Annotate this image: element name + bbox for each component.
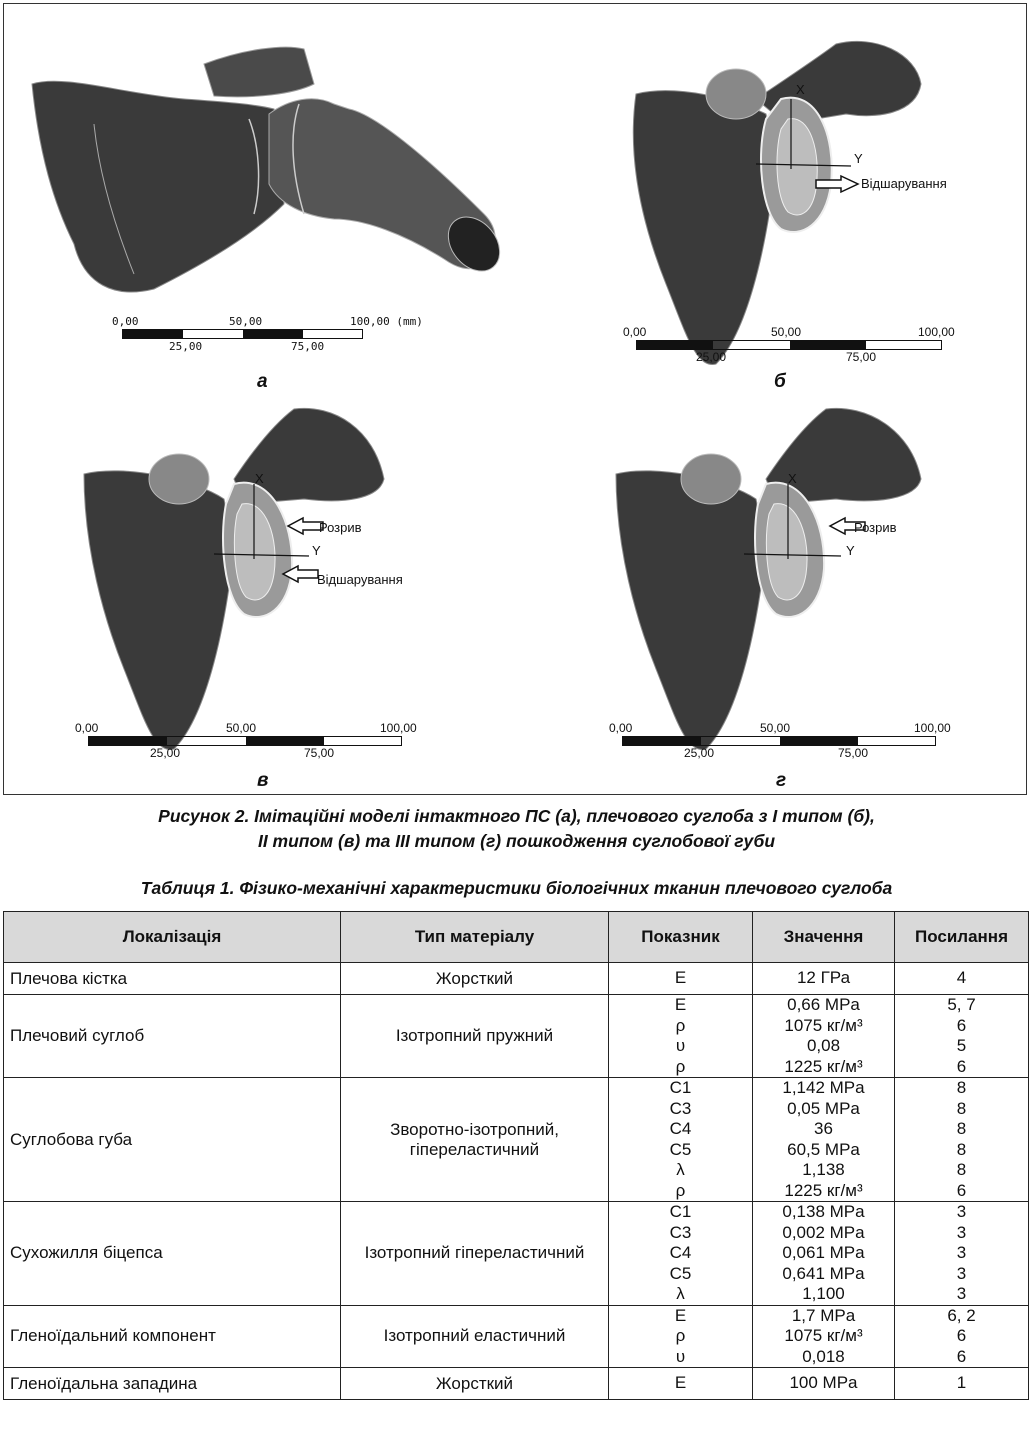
table-row xyxy=(4,1202,1029,1306)
param-cell xyxy=(609,1368,753,1400)
material-cell: Ізотропний гіпереластичний xyxy=(341,1202,609,1306)
param: ρ xyxy=(675,1056,686,1076)
ref: 8 xyxy=(956,1119,967,1138)
ref: 8 xyxy=(956,1078,967,1097)
value: 1075 кг/м³ xyxy=(784,1015,863,1035)
column-header: Показник xyxy=(609,912,753,963)
shoulder-model-intact-image xyxy=(4,4,516,399)
param-cell xyxy=(609,1202,753,1306)
axis-x-label: X xyxy=(788,471,797,486)
material-cell: Жорсткий xyxy=(341,1368,609,1400)
ref: 3 xyxy=(956,1284,967,1303)
scale-label: 75,00 xyxy=(291,340,325,353)
ref: 1 xyxy=(956,1373,967,1393)
axis-x-label: X xyxy=(796,82,805,97)
param-cell xyxy=(609,1305,753,1368)
panel-b xyxy=(516,4,1028,399)
value: 0,08 xyxy=(806,1036,841,1055)
value: 1,138 xyxy=(802,1160,845,1179)
ref-cell xyxy=(895,995,1029,1078)
axis-x-label: X xyxy=(255,471,264,486)
ref-cell xyxy=(895,963,1029,995)
table-row xyxy=(4,1368,1029,1400)
panel-d xyxy=(516,399,1028,796)
value: 12 ГРа xyxy=(796,968,851,988)
param: С3 xyxy=(669,1098,692,1118)
ref: 3 xyxy=(956,1222,967,1242)
scale-label: 25,00 xyxy=(684,746,715,760)
material-cell: Жорсткий xyxy=(341,963,609,995)
scale-label: 25,00 xyxy=(169,340,203,353)
scale-label: 100,00 xyxy=(914,721,951,735)
param: С1 xyxy=(669,1202,692,1221)
scale-bar xyxy=(122,329,363,339)
ref-cell xyxy=(895,1078,1029,1202)
table-row xyxy=(4,1305,1029,1368)
panel-c xyxy=(4,399,516,796)
value: 1,7 MPa xyxy=(791,1305,856,1325)
scale-label: 50,00 xyxy=(226,721,257,735)
figure-caption-line-1: Рисунок 2. Імітаційні моделі інтактного ПС (а), плечового суглоба з І типом (б), xyxy=(158,806,875,826)
panel-letter: в xyxy=(257,770,269,791)
value: 0,061 MPa xyxy=(782,1243,865,1262)
param-cell xyxy=(609,1078,753,1202)
value: 1,142 MPa xyxy=(782,1078,865,1097)
column-header: Значення xyxy=(753,912,895,963)
param: υ xyxy=(675,1036,686,1055)
value: 60,5 MPa xyxy=(787,1139,860,1159)
ref: 6 xyxy=(956,1015,967,1035)
value-cell xyxy=(753,1305,895,1368)
ref: 3 xyxy=(956,1202,967,1221)
table-row xyxy=(4,995,1029,1078)
scale-label: 0,00 xyxy=(623,325,647,339)
scale-bar xyxy=(636,340,942,350)
scale-bar xyxy=(88,736,402,746)
table-title: Таблиця 1. Фізико-механічні характеристики біологічних тканин плечового суглоба xyxy=(140,878,893,898)
figure-frame xyxy=(3,3,1027,795)
scale-label: 100,00 xyxy=(918,325,955,339)
value: 0,05 MPa xyxy=(787,1098,860,1118)
value: 0,018 xyxy=(802,1346,845,1366)
scale-label: 0,00 xyxy=(112,315,139,328)
param: E xyxy=(674,1373,687,1393)
param: С4 xyxy=(669,1243,692,1262)
value-cell xyxy=(753,1202,895,1306)
table-row xyxy=(4,963,1029,995)
value-cell xyxy=(753,1078,895,1202)
ref-cell xyxy=(895,1305,1029,1368)
value: 1225 кг/м³ xyxy=(784,1180,863,1200)
ref-cell xyxy=(895,1368,1029,1400)
param: ρ xyxy=(675,1180,686,1200)
table-row xyxy=(4,1078,1029,1202)
ref: 6 xyxy=(956,1056,967,1076)
location-cell: Сухожилля біцепса xyxy=(4,1202,341,1306)
axis-y-label: Y xyxy=(846,543,855,558)
value: 1,100 xyxy=(802,1284,845,1303)
column-header: Посилання xyxy=(895,912,1029,963)
panel-letter: а xyxy=(257,371,268,392)
column-header: Тип матеріалу xyxy=(341,912,609,963)
properties-table xyxy=(3,911,1029,1400)
material-cell: Ізотропний пружний xyxy=(341,995,609,1078)
annotation-label: Відшарування xyxy=(317,572,403,587)
annotation-label: Відшарування xyxy=(861,176,947,191)
param: E xyxy=(674,1305,687,1325)
ref-cell xyxy=(895,1202,1029,1306)
param: λ xyxy=(676,1160,685,1179)
scale-label: 0,00 xyxy=(609,721,633,735)
ref: 6 xyxy=(956,1346,967,1366)
ref: 8 xyxy=(956,1139,967,1159)
value: 36 xyxy=(814,1119,833,1138)
annotation-label: Розрив xyxy=(854,520,897,535)
column-header: Локалізація xyxy=(4,912,341,963)
panel-letter: б xyxy=(774,371,786,392)
location-cell: Гленоїдальний компонент xyxy=(4,1305,341,1368)
param: С5 xyxy=(669,1139,692,1159)
axis-y-label: Y xyxy=(312,543,321,558)
param: С3 xyxy=(669,1222,692,1242)
location-cell: Плечова кістка xyxy=(4,963,341,995)
scale-label: 100,00 (mm) xyxy=(350,315,423,328)
scale-label: 50,00 xyxy=(760,721,791,735)
value: 100 MPa xyxy=(789,1373,858,1393)
param: С4 xyxy=(669,1119,692,1138)
scale-label: 25,00 xyxy=(696,350,727,364)
annotation-label: Розрив xyxy=(319,520,362,535)
param: E xyxy=(674,968,687,988)
value: 1225 кг/м³ xyxy=(784,1056,863,1076)
ref: 6, 2 xyxy=(947,1305,976,1325)
ref: 8 xyxy=(956,1098,967,1118)
ref: 3 xyxy=(956,1263,967,1283)
param: С5 xyxy=(669,1263,692,1283)
value: 0,641 MPa xyxy=(782,1263,865,1283)
figure-caption-line-2: ІІ типом (в) та ІІІ типом (г) пошкодження суглобової губи xyxy=(257,831,776,851)
material-cell: Ізотропний еластичний xyxy=(341,1305,609,1368)
scale-label: 50,00 xyxy=(229,315,263,328)
scale-label: 75,00 xyxy=(838,746,869,760)
value: 0,66 MPa xyxy=(787,995,860,1014)
param: ρ xyxy=(675,1326,686,1345)
param-cell xyxy=(609,963,753,995)
axis-y-label: Y xyxy=(854,151,863,166)
panel-a xyxy=(4,4,516,399)
ref: 6 xyxy=(956,1326,967,1345)
scale-label: 50,00 xyxy=(771,325,802,339)
value-cell xyxy=(753,995,895,1078)
scale-label: 25,00 xyxy=(150,746,181,760)
scale-label: 0,00 xyxy=(75,721,99,735)
scale-label: 100,00 xyxy=(380,721,417,735)
param-cell xyxy=(609,995,753,1078)
table-header-row xyxy=(4,912,1029,963)
value-cell xyxy=(753,963,895,995)
material-cell: Зворотно-ізотропний, гіпереластичний xyxy=(341,1078,609,1202)
ref: 5 xyxy=(956,1036,967,1055)
ref: 5, 7 xyxy=(947,995,976,1014)
scale-bar xyxy=(622,736,936,746)
location-cell: Плечовий суглоб xyxy=(4,995,341,1078)
location-cell: Суглобова губа xyxy=(4,1078,341,1202)
value: 0,002 MPa xyxy=(782,1222,865,1242)
panel-letter: г xyxy=(776,770,787,791)
location-cell: Гленоїдальна западина xyxy=(4,1368,341,1400)
ref: 6 xyxy=(956,1180,967,1200)
param: E xyxy=(674,995,687,1014)
value: 0,138 MPa xyxy=(782,1202,865,1221)
value-cell xyxy=(753,1368,895,1400)
ref: 4 xyxy=(956,968,967,988)
value: 1075 кг/м³ xyxy=(784,1326,863,1345)
ref: 8 xyxy=(956,1160,967,1179)
scale-label: 75,00 xyxy=(304,746,335,760)
param: ρ xyxy=(675,1015,686,1035)
param: υ xyxy=(675,1346,686,1366)
scale-label: 75,00 xyxy=(846,350,877,364)
ref: 3 xyxy=(956,1243,967,1262)
param: С1 xyxy=(669,1078,692,1097)
param: λ xyxy=(676,1284,685,1303)
